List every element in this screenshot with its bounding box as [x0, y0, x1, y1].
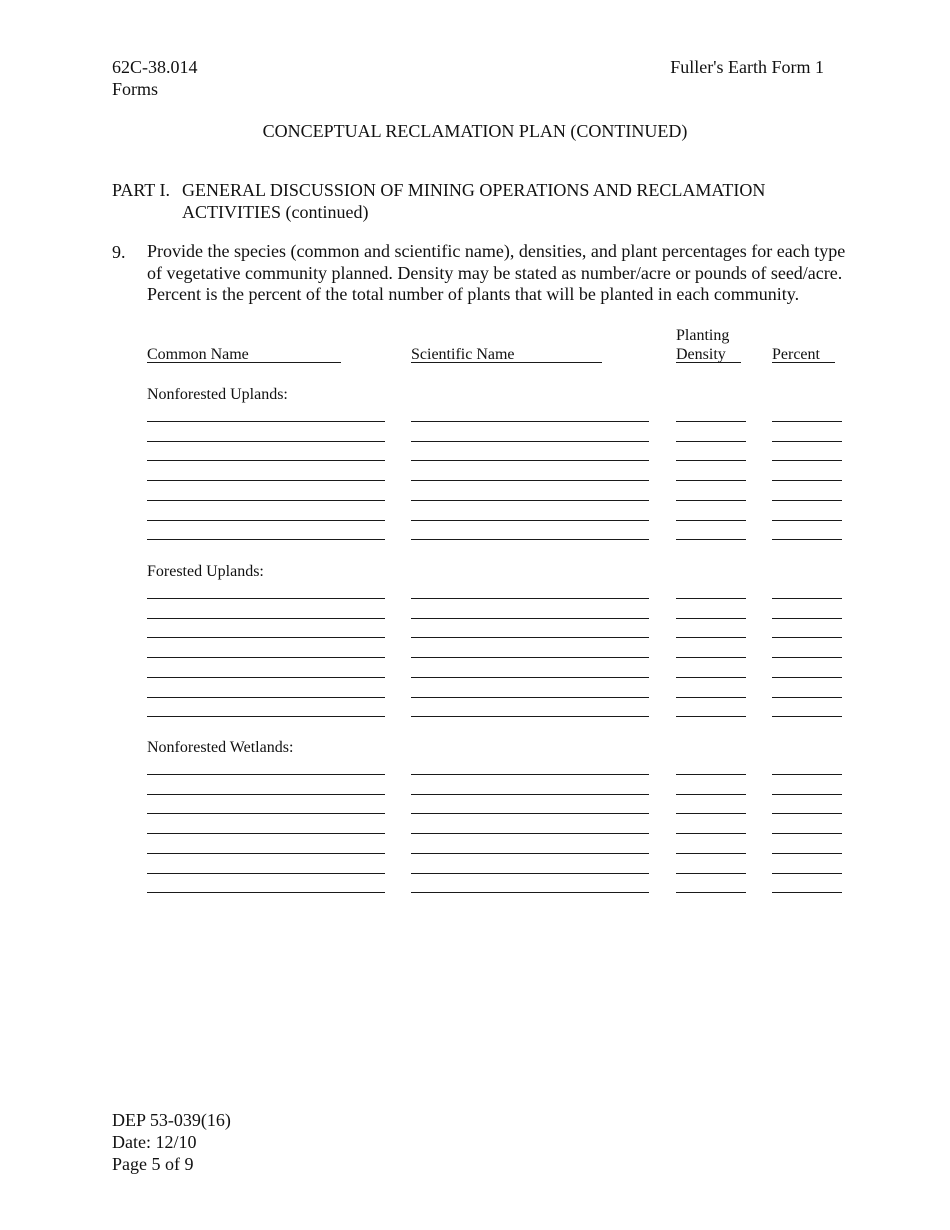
blank-line-common-name[interactable] [147, 873, 385, 874]
blank-line-scientific-name[interactable] [411, 598, 649, 599]
part-title-line2: ACTIVITIES (continued) [182, 202, 369, 222]
footer-form-id: DEP 53-039(16) [112, 1110, 231, 1130]
column-header-percent: Percent [772, 346, 820, 363]
blank-line-percent[interactable] [772, 421, 842, 422]
blank-line-scientific-name[interactable] [411, 539, 649, 540]
blank-line-percent[interactable] [772, 813, 842, 814]
blank-line-percent[interactable] [772, 697, 842, 698]
blank-line-scientific-name[interactable] [411, 697, 649, 698]
section-label-forested-uplands: Forested Uplands: [147, 563, 264, 580]
blank-line-percent[interactable] [772, 833, 842, 834]
blank-line-percent[interactable] [772, 657, 842, 658]
blank-line-density[interactable] [676, 500, 746, 501]
blank-line-density[interactable] [676, 421, 746, 422]
column-header-density: Density [676, 346, 726, 363]
blank-line-scientific-name[interactable] [411, 716, 649, 717]
section-label-nonforested-wetlands: Nonforested Wetlands: [147, 739, 294, 756]
column-header-density-underline [676, 362, 741, 363]
blank-line-scientific-name[interactable] [411, 520, 649, 521]
blank-line-common-name[interactable] [147, 697, 385, 698]
blank-line-percent[interactable] [772, 618, 842, 619]
blank-line-common-name[interactable] [147, 637, 385, 638]
blank-line-common-name[interactable] [147, 833, 385, 834]
blank-line-density[interactable] [676, 618, 746, 619]
footer-date: Date: 12/10 [112, 1132, 197, 1152]
blank-line-scientific-name[interactable] [411, 421, 649, 422]
blank-line-common-name[interactable] [147, 677, 385, 678]
footer-page: Page 5 of 9 [112, 1154, 194, 1174]
blank-line-scientific-name[interactable] [411, 618, 649, 619]
column-header-scientific-name: Scientific Name [411, 346, 515, 363]
blank-line-density[interactable] [676, 657, 746, 658]
blank-line-density[interactable] [676, 441, 746, 442]
column-header-planting: Planting [676, 327, 730, 344]
blank-line-percent[interactable] [772, 892, 842, 893]
blank-line-common-name[interactable] [147, 716, 385, 717]
blank-line-scientific-name[interactable] [411, 853, 649, 854]
column-header-common-name: Common Name [147, 346, 249, 363]
blank-line-common-name[interactable] [147, 520, 385, 521]
page-title: CONCEPTUAL RECLAMATION PLAN (CONTINUED) [262, 121, 688, 141]
blank-line-density[interactable] [676, 520, 746, 521]
blank-line-percent[interactable] [772, 539, 842, 540]
blank-line-percent[interactable] [772, 480, 842, 481]
blank-line-density[interactable] [676, 697, 746, 698]
part-title-line1: GENERAL DISCUSSION OF MINING OPERATIONS AND RECLAMATION [182, 180, 766, 200]
blank-line-scientific-name[interactable] [411, 637, 649, 638]
column-header-scientific-underline [411, 362, 602, 363]
blank-line-percent[interactable] [772, 794, 842, 795]
blank-line-scientific-name[interactable] [411, 480, 649, 481]
blank-line-common-name[interactable] [147, 618, 385, 619]
column-header-common-underline [147, 362, 341, 363]
blank-line-density[interactable] [676, 637, 746, 638]
blank-line-scientific-name[interactable] [411, 657, 649, 658]
blank-line-scientific-name[interactable] [411, 813, 649, 814]
blank-line-common-name[interactable] [147, 657, 385, 658]
form-name: Fuller's Earth Form 1 [670, 57, 824, 77]
blank-line-density[interactable] [676, 774, 746, 775]
blank-line-density[interactable] [676, 480, 746, 481]
blank-line-common-name[interactable] [147, 813, 385, 814]
blank-line-percent[interactable] [772, 873, 842, 874]
blank-line-percent[interactable] [772, 520, 842, 521]
blank-line-common-name[interactable] [147, 500, 385, 501]
blank-line-percent[interactable] [772, 853, 842, 854]
rule-number: 62C-38.014 [112, 57, 198, 77]
blank-line-percent[interactable] [772, 500, 842, 501]
blank-line-density[interactable] [676, 892, 746, 893]
blank-line-density[interactable] [676, 794, 746, 795]
blank-line-percent[interactable] [772, 598, 842, 599]
blank-line-common-name[interactable] [147, 539, 385, 540]
blank-line-common-name[interactable] [147, 598, 385, 599]
question-number: 9. [112, 242, 126, 262]
blank-line-common-name[interactable] [147, 421, 385, 422]
blank-line-density[interactable] [676, 598, 746, 599]
blank-line-scientific-name[interactable] [411, 892, 649, 893]
blank-line-density[interactable] [676, 460, 746, 461]
blank-line-percent[interactable] [772, 774, 842, 775]
rule-sub: Forms [112, 79, 159, 99]
blank-line-scientific-name[interactable] [411, 873, 649, 874]
blank-line-density[interactable] [676, 813, 746, 814]
blank-line-percent[interactable] [772, 716, 842, 717]
blank-line-scientific-name[interactable] [411, 441, 649, 442]
blank-line-density[interactable] [676, 873, 746, 874]
blank-line-common-name[interactable] [147, 794, 385, 795]
blank-line-density[interactable] [676, 677, 746, 678]
blank-line-common-name[interactable] [147, 441, 385, 442]
blank-line-density[interactable] [676, 833, 746, 834]
blank-line-percent[interactable] [772, 460, 842, 461]
blank-line-common-name[interactable] [147, 480, 385, 481]
blank-line-scientific-name[interactable] [411, 460, 649, 461]
blank-line-common-name[interactable] [147, 892, 385, 893]
blank-line-density[interactable] [676, 853, 746, 854]
part-label: PART I. [112, 180, 170, 200]
blank-line-percent[interactable] [772, 637, 842, 638]
question-text: Provide the species (common and scientific name), densities, and plant percentages for each type of vegetative community planned. Density may be stated as number/acre or pounds of seed/acre. Percent is the percent of the total number of plants that will be planted in each community. [147, 241, 846, 305]
blank-line-common-name[interactable] [147, 460, 385, 461]
blank-line-scientific-name[interactable] [411, 833, 649, 834]
blank-line-percent[interactable] [772, 441, 842, 442]
blank-line-percent[interactable] [772, 677, 842, 678]
blank-line-scientific-name[interactable] [411, 794, 649, 795]
blank-line-scientific-name[interactable] [411, 774, 649, 775]
blank-line-scientific-name[interactable] [411, 677, 649, 678]
blank-line-density[interactable] [676, 539, 746, 540]
section-label-nonforested-uplands: Nonforested Uplands: [147, 386, 288, 403]
blank-line-density[interactable] [676, 716, 746, 717]
blank-line-scientific-name[interactable] [411, 500, 649, 501]
column-header-percent-underline [772, 362, 835, 363]
blank-line-common-name[interactable] [147, 774, 385, 775]
blank-line-common-name[interactable] [147, 853, 385, 854]
